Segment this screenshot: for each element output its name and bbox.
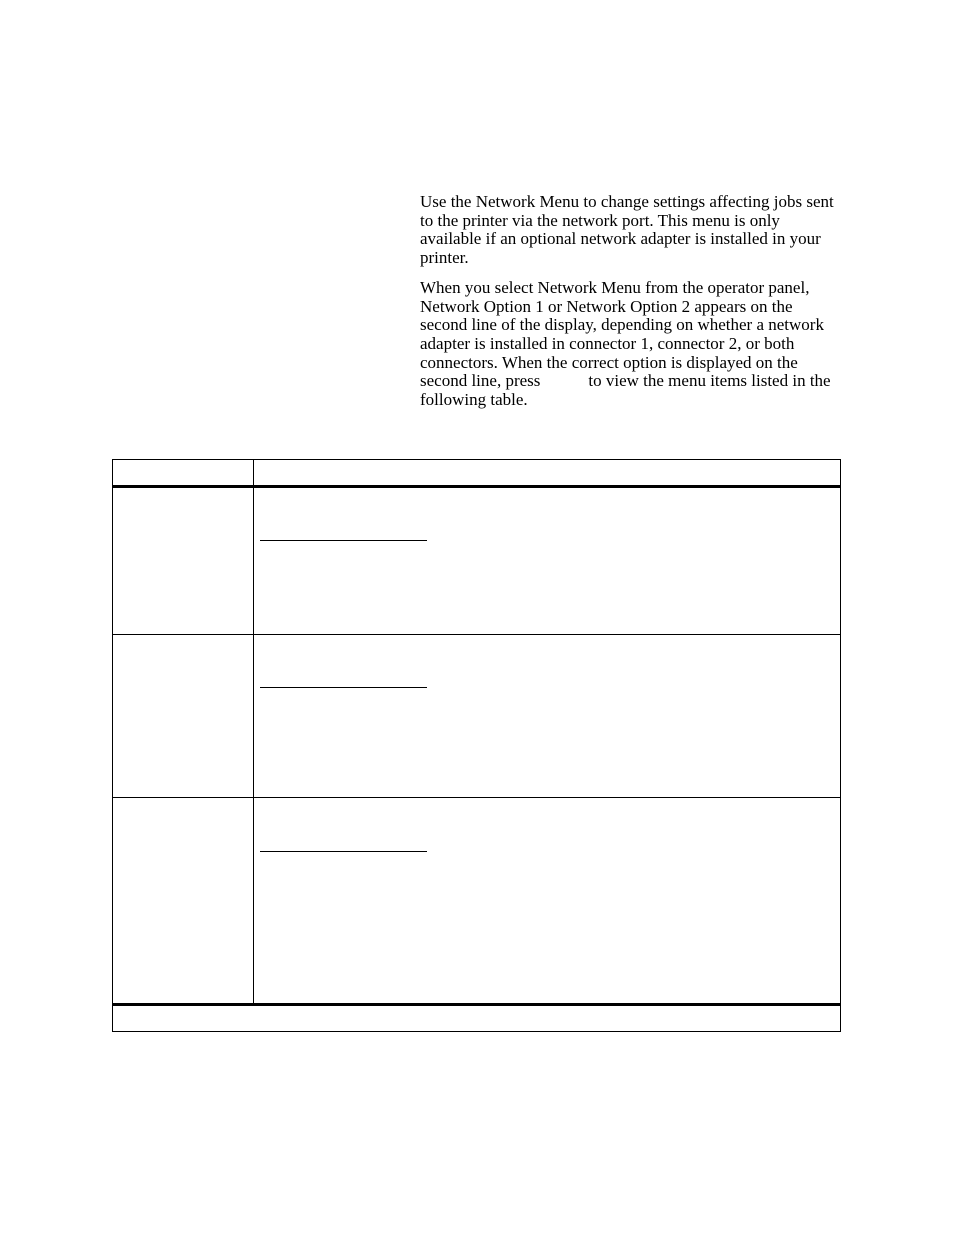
row-3-rule [260, 851, 427, 852]
intro-paragraph-2-end: to view the menu items listed in the following table. [420, 371, 831, 410]
row-2-rule [260, 687, 427, 688]
intro-text [420, 193, 840, 410]
intro-paragraph-1: Use the Network Menu to change settings affecting jobs sent to the printer via the network port. This menu is only available if an optional network adapter is installed in your printer. [420, 192, 834, 268]
network-menu-table [112, 459, 841, 1032]
row-separator-2 [113, 797, 840, 798]
column-divider [253, 460, 254, 1005]
header-separator [113, 485, 840, 488]
row-separator-1 [113, 634, 840, 635]
footer-separator [113, 1003, 840, 1006]
intro-paragraph-2 [420, 279, 840, 410]
row-1-rule [260, 540, 427, 541]
intro-paragraph-2-start: When you select Network Menu from the operator panel, Network Option 1 or Network Option 2 appears on the second line of the display, depending on whether a network adapter is installed in connector 1, connector 2, or both connectors. When the correct option is displayed on the second line, press [420, 277, 824, 391]
